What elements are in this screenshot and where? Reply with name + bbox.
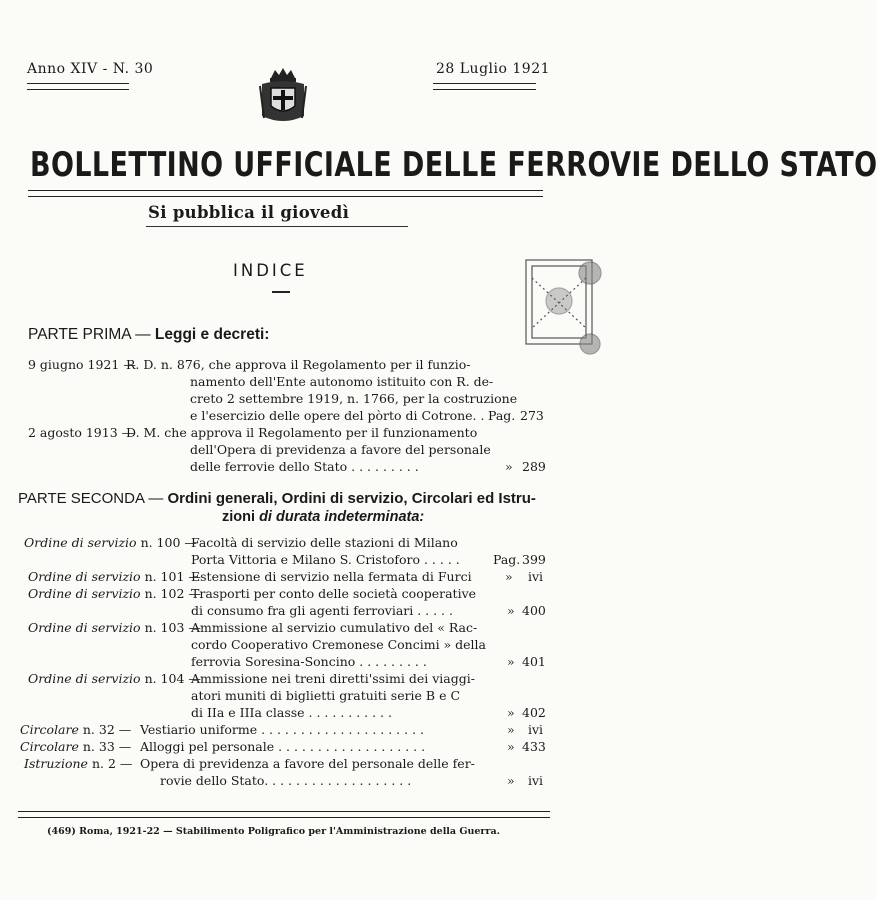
subtitle-underline (146, 226, 408, 227)
part-two-heading-cont (222, 509, 424, 525)
part-two-heading (18, 490, 536, 507)
stamp-seal-icon (508, 238, 608, 360)
imprint-footer: (469) Roma, 1921-22 — Stabilimento Poligrafico per l'Amministrazione della Guerra. (47, 826, 500, 837)
page-number: 289 (522, 459, 546, 474)
order-number: n. 100 — (140, 535, 197, 550)
page-number: 400 (522, 603, 546, 618)
circular-kind: Circolare (20, 722, 79, 737)
page-number: ivi (528, 569, 544, 584)
instruction-number: n. 2 — (91, 756, 133, 771)
order-text: di IIa e IIIa classe . . . . . . . . . . . (191, 705, 392, 720)
page-label: Pag. (493, 552, 521, 567)
circular-row (20, 738, 131, 756)
page-number: ivi (528, 722, 544, 737)
circular-text: Alloggi pel personale . . . . . . . . . . . . . . . . . . . (140, 739, 426, 754)
part-two-duration: di durata indeterminata: (259, 509, 425, 525)
entry-date: 2 agosto 1913 — (28, 425, 135, 440)
order-kind: Ordine di servizio (24, 535, 137, 550)
page-number: 273 (520, 408, 544, 423)
order-text: Trasporti per conto delle società cooperative (191, 586, 477, 601)
order-number: n. 104 — (144, 671, 201, 686)
order-kind: Ordine di servizio (28, 586, 141, 601)
entry-text: R. D. n. 876, che approva il Regolamento per il funzio- (126, 357, 471, 372)
page-number: 433 (522, 739, 546, 754)
order-text: Ammissione nei treni diretti'ssimi dei viaggi- (191, 671, 475, 686)
part-two-subject-cont: zioni (222, 509, 260, 525)
order-text: Estensione di servizio nella fermata di Furci (191, 569, 472, 584)
page-label: Pag. (488, 408, 516, 423)
page-label: » (507, 773, 515, 788)
order-number: n. 102 — (144, 586, 201, 601)
header-rule-left (27, 83, 129, 90)
page-label: » (507, 722, 515, 737)
circular-number: n. 33 — (82, 739, 132, 754)
index-heading: INDICE (233, 261, 308, 280)
order-row (24, 534, 197, 552)
order-text: cordo Cooperativo Cremonese Concimi » della (191, 637, 487, 652)
entry-text: creto 2 settembre 1919, n. 1766, per la costruzione (190, 391, 518, 406)
page-number: 401 (522, 654, 546, 669)
order-text: di consumo fra gli agenti ferroviari . . . . . (191, 603, 453, 618)
coat-of-arms-icon (258, 66, 308, 128)
page-label: » (507, 654, 515, 669)
circular-row (20, 721, 131, 739)
page-label: » (505, 459, 513, 474)
order-text: Porta Vittoria e Milano S. Cristoforo . . . . . (191, 552, 460, 567)
issue-number: Anno XIV - N. 30 (27, 61, 154, 77)
order-number: n. 101 — (144, 569, 201, 584)
order-row (28, 619, 201, 637)
entry-text: e l'esercizio delle opere del pòrto di Cotrone. . (190, 408, 485, 423)
entry-text: delle ferrovie dello Stato . . . . . . . . . (190, 459, 419, 474)
page-number: 402 (522, 705, 546, 720)
page-number: ivi (528, 773, 544, 788)
order-kind: Ordine di servizio (28, 671, 141, 686)
order-row (28, 585, 201, 603)
order-text: Ammissione al servizio cumulativo del « Rac- (191, 620, 478, 635)
order-kind: Ordine di servizio (28, 620, 141, 635)
footer-rule (18, 811, 550, 818)
instruction-text: Opera di previdenza a favore del personale delle fer- (140, 756, 475, 771)
page-label: » (507, 603, 515, 618)
subtitle: Si pubblica il giovedì (148, 203, 350, 222)
entry-text: D. M. che approva il Regolamento per il funzionamento (126, 425, 478, 440)
instruction-text: rovie dello Stato. . . . . . . . . . . . . . . . . . . (160, 773, 412, 788)
entry-text: dell'Opera di previdenza a favore del personale (190, 442, 491, 457)
entry-date: 9 giugno 1921 — (28, 357, 136, 372)
order-number: n. 103 — (144, 620, 201, 635)
order-text: atori muniti di biglietti gratuiti serie B e C (191, 688, 461, 703)
instruction-kind: Istruzione (24, 756, 88, 771)
order-text: Facoltà di servizio delle stazioni di Milano (191, 535, 458, 550)
index-dash (272, 291, 290, 293)
instruction-row (24, 755, 132, 773)
title-rule (28, 190, 543, 197)
order-kind: Ordine di servizio (28, 569, 141, 584)
circular-kind: Circolare (20, 739, 79, 754)
circular-number: n. 32 — (82, 722, 132, 737)
page-number: 399 (522, 552, 546, 567)
part-two-subject: Ordini generali, Ordini di servizio, Circolari ed Istru- (167, 490, 536, 507)
part-one-subject: Leggi e decreti: (154, 326, 270, 343)
order-text: ferrovia Soresina-Soncino . . . . . . . . . (191, 654, 427, 669)
page-title: BOLLETTINO UFFICIALE DELLE FERROVIE DELLO STATO (30, 146, 877, 185)
page-label: » (507, 705, 515, 720)
part-two-label: PARTE SECONDA — (18, 490, 168, 507)
header-rule-right (433, 83, 536, 90)
entry-text: namento dell'Ente autonomo istituito con R. de- (190, 374, 494, 389)
issue-date: 28 Luglio 1921 (436, 61, 551, 77)
order-row (28, 568, 201, 586)
circular-text: Vestiario uniforme . . . . . . . . . . . . . . . . . . . . . (140, 722, 424, 737)
part-one-heading (28, 326, 269, 344)
order-row (28, 670, 201, 688)
page-label: » (507, 739, 515, 754)
part-one-label: PARTE PRIMA — (28, 326, 155, 343)
page-label: » (505, 569, 513, 584)
